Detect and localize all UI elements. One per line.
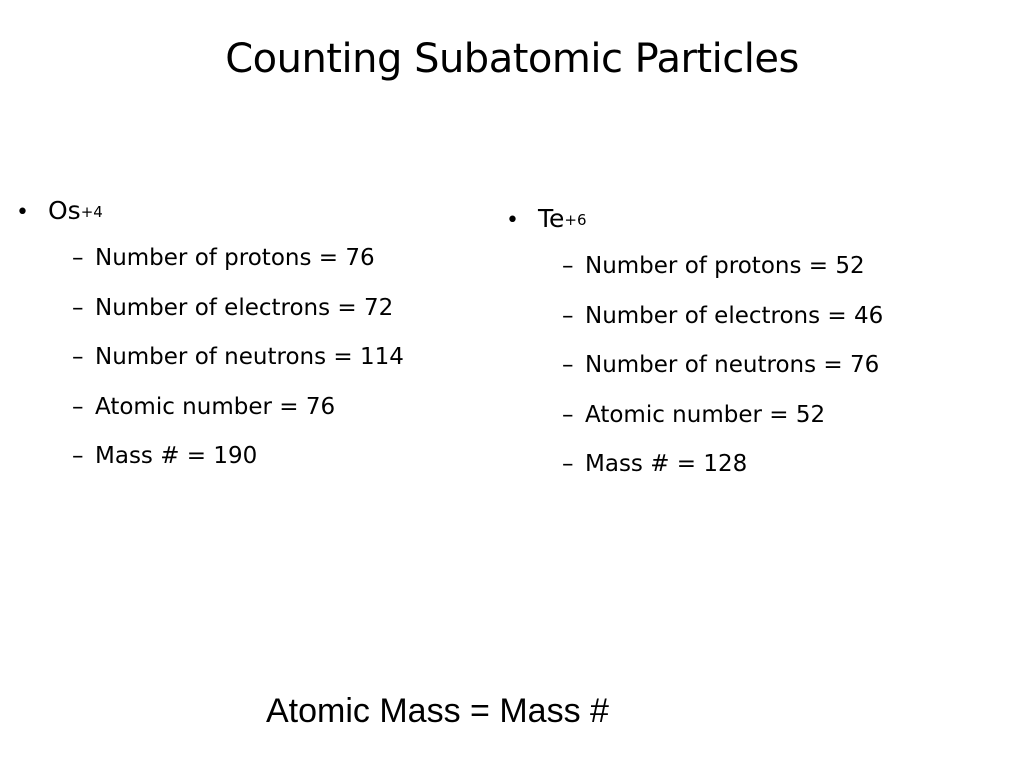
list-item-text: Number of electrons = 46 (585, 302, 884, 329)
ion-symbol: Os (48, 196, 81, 225)
list-item (16, 295, 496, 345)
ion-charge: +4 (80, 203, 103, 221)
list-item (16, 245, 496, 295)
ion-symbol: Te (538, 204, 565, 233)
list-item-text: Number of neutrons = 114 (95, 344, 404, 370)
dash-icon: – (72, 245, 84, 271)
list-item-text: Mass # = 128 (585, 451, 748, 477)
list-item-text: Mass # = 190 (95, 443, 258, 469)
osmium-ion-heading (16, 196, 496, 232)
list-item-text: Number of protons = 52 (585, 253, 865, 279)
dash-icon: – (562, 253, 574, 279)
tellurium-properties-list (506, 253, 1006, 501)
list-item (506, 352, 1006, 402)
footer-note: Atomic Mass = Mass # (266, 692, 609, 730)
list-item (506, 451, 1006, 501)
dash-icon: – (562, 352, 574, 378)
bullet-icon: • (16, 200, 29, 225)
list-item (506, 303, 1006, 353)
osmium-column (16, 196, 496, 493)
dash-icon: – (72, 294, 84, 321)
list-item (506, 402, 1006, 452)
list-item-text: Number of neutrons = 76 (585, 352, 880, 378)
bullet-icon: • (506, 208, 519, 233)
list-item-text: Number of electrons = 72 (95, 294, 394, 321)
slide-title: Counting Subatomic Particles (225, 36, 799, 82)
list-item (16, 443, 496, 493)
list-item (506, 253, 1006, 303)
dash-icon: – (562, 302, 574, 329)
dash-icon: – (562, 451, 574, 477)
tellurium-column (506, 204, 1006, 501)
dash-icon: – (562, 401, 574, 428)
list-item (16, 394, 496, 444)
tellurium-ion-heading (506, 204, 1006, 240)
dash-icon: – (72, 443, 84, 469)
list-item (16, 344, 496, 394)
dash-icon: – (72, 344, 84, 370)
dash-icon: – (72, 393, 84, 420)
osmium-properties-list (16, 245, 496, 493)
list-item-text: Atomic number = 76 (95, 393, 336, 420)
list-item-text: Number of protons = 76 (95, 245, 375, 271)
list-item-text: Atomic number = 52 (585, 401, 826, 428)
ion-charge: +6 (564, 211, 587, 229)
